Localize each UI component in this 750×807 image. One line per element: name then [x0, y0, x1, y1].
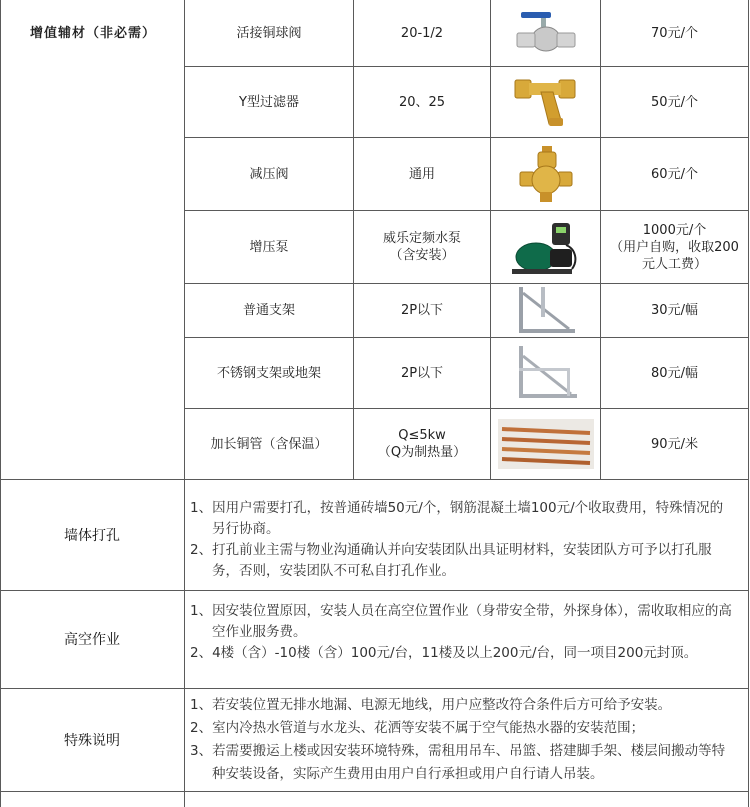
item-name — [185, 284, 353, 337]
item-spec — [354, 138, 490, 210]
item-spec-line: 2P以下 — [400, 365, 444, 381]
item-price-line: 80元/幅 — [651, 365, 698, 381]
item-spec — [354, 67, 490, 137]
item-spec-line: 通用 — [408, 166, 435, 182]
item-spec — [354, 1, 490, 66]
copper-pipe-icon — [491, 409, 600, 479]
section-label-high-altitude: 高空作业 — [64, 632, 120, 648]
section-line: 2、打孔前业主需与物业沟通确认并向安装团队出具证明材料，安装团队方可予以打孔服务，否则，安装团队不可私自打孔作业。 — [190, 542, 712, 579]
section-body-high-altitude — [190, 601, 735, 664]
section-body-special-notes — [190, 694, 735, 786]
item-name — [185, 67, 353, 137]
section-line: 3、若需要搬运上楼或因安装环境特殊，需租用吊车、吊篮、搭建脚手架、楼层间搬动等特种安装设备，实际产生费用由用户自行承担或用户自行请人吊装。 — [190, 743, 726, 782]
item-spec — [354, 284, 490, 337]
item-price-line: 70元/个 — [651, 26, 698, 41]
item-price-line: 30元/幅 — [651, 303, 698, 318]
item-price-line: 1000元/个 — [642, 222, 707, 238]
bracket-icon — [491, 284, 600, 337]
item-price — [601, 338, 748, 408]
section-body-wall-drilling — [190, 498, 735, 582]
item-name-line: 不锈钢支架或地架 — [216, 365, 321, 381]
section-line: 2、室内冷热水管道与水龙头、花洒等安装不属于空气能热水器的安装范围； — [190, 720, 645, 736]
steel-bracket-icon — [491, 338, 600, 408]
grid-line — [748, 0, 749, 807]
item-spec — [354, 338, 490, 408]
item-name-line: 普通支架 — [242, 303, 295, 318]
item-spec-line: Q≤5kw — [398, 428, 446, 443]
item-price — [601, 211, 748, 283]
item-price — [601, 1, 748, 66]
section-line: 1、因用户需要打孔，按普通砖墙50元/个，钢筋混凝土墙100元/个收取费用，特殊情况的另行协商。 — [190, 500, 724, 537]
item-price — [601, 284, 748, 337]
item-spec — [354, 211, 490, 283]
y-strainer-icon — [491, 67, 600, 137]
item-spec-line: 威乐定频水泵 — [382, 231, 461, 246]
item-name-line: 活接铜球阀 — [236, 26, 302, 41]
item-price — [601, 67, 748, 137]
booster-pump-icon — [491, 211, 600, 283]
item-name-line: 减压阀 — [249, 166, 289, 182]
item-price-line: 50元/个 — [651, 94, 698, 110]
item-name-line: 增压泵 — [249, 239, 289, 255]
item-name — [185, 138, 353, 210]
section-title: 增值辅材（非必需） — [30, 26, 157, 41]
item-price-line: 60元/个 — [651, 166, 698, 182]
item-name-line: Y型过滤器 — [239, 94, 299, 110]
item-price-line: （用户自购，收取200 — [610, 239, 739, 255]
item-spec-line: 20-1/2 — [400, 26, 444, 41]
item-spec-line: 2P以下 — [400, 303, 444, 318]
item-spec-line: （含安装） — [389, 248, 455, 263]
section-line: 1、因安装位置原因，安装人员在高空位置作业（身带安全带，外探身体），需收取相应的高空作业服务费。 — [190, 603, 732, 640]
pressure-reducing-valve-icon — [491, 138, 600, 210]
item-spec-line: 20、25 — [398, 94, 446, 110]
ball-valve-icon — [491, 1, 600, 66]
item-spec — [354, 409, 490, 479]
item-name — [185, 211, 353, 283]
item-name — [185, 409, 353, 479]
section-label-wall-drilling: 墙体打孔 — [64, 527, 120, 544]
item-name-line: 加长铜管（含保温） — [210, 436, 328, 452]
item-spec-line: （Q为制热量） — [377, 445, 467, 460]
section-label-special-notes: 特殊说明 — [64, 732, 120, 749]
item-price-line: 元人工费） — [641, 256, 707, 272]
item-name — [185, 1, 353, 66]
grid-line — [0, 791, 749, 792]
item-price — [601, 138, 748, 210]
item-price-line: 90元/米 — [651, 436, 698, 452]
section-line: 1、若安装位置无排水地漏、电源无地线，用户应整改符合条件后方可给予安装。 — [190, 697, 672, 713]
item-name — [185, 338, 353, 408]
item-price — [601, 409, 748, 479]
section-line: 2、4楼（含）-10楼（含）100元/台，11楼及以上200元/台，同一项目200元封顶。 — [190, 645, 698, 661]
